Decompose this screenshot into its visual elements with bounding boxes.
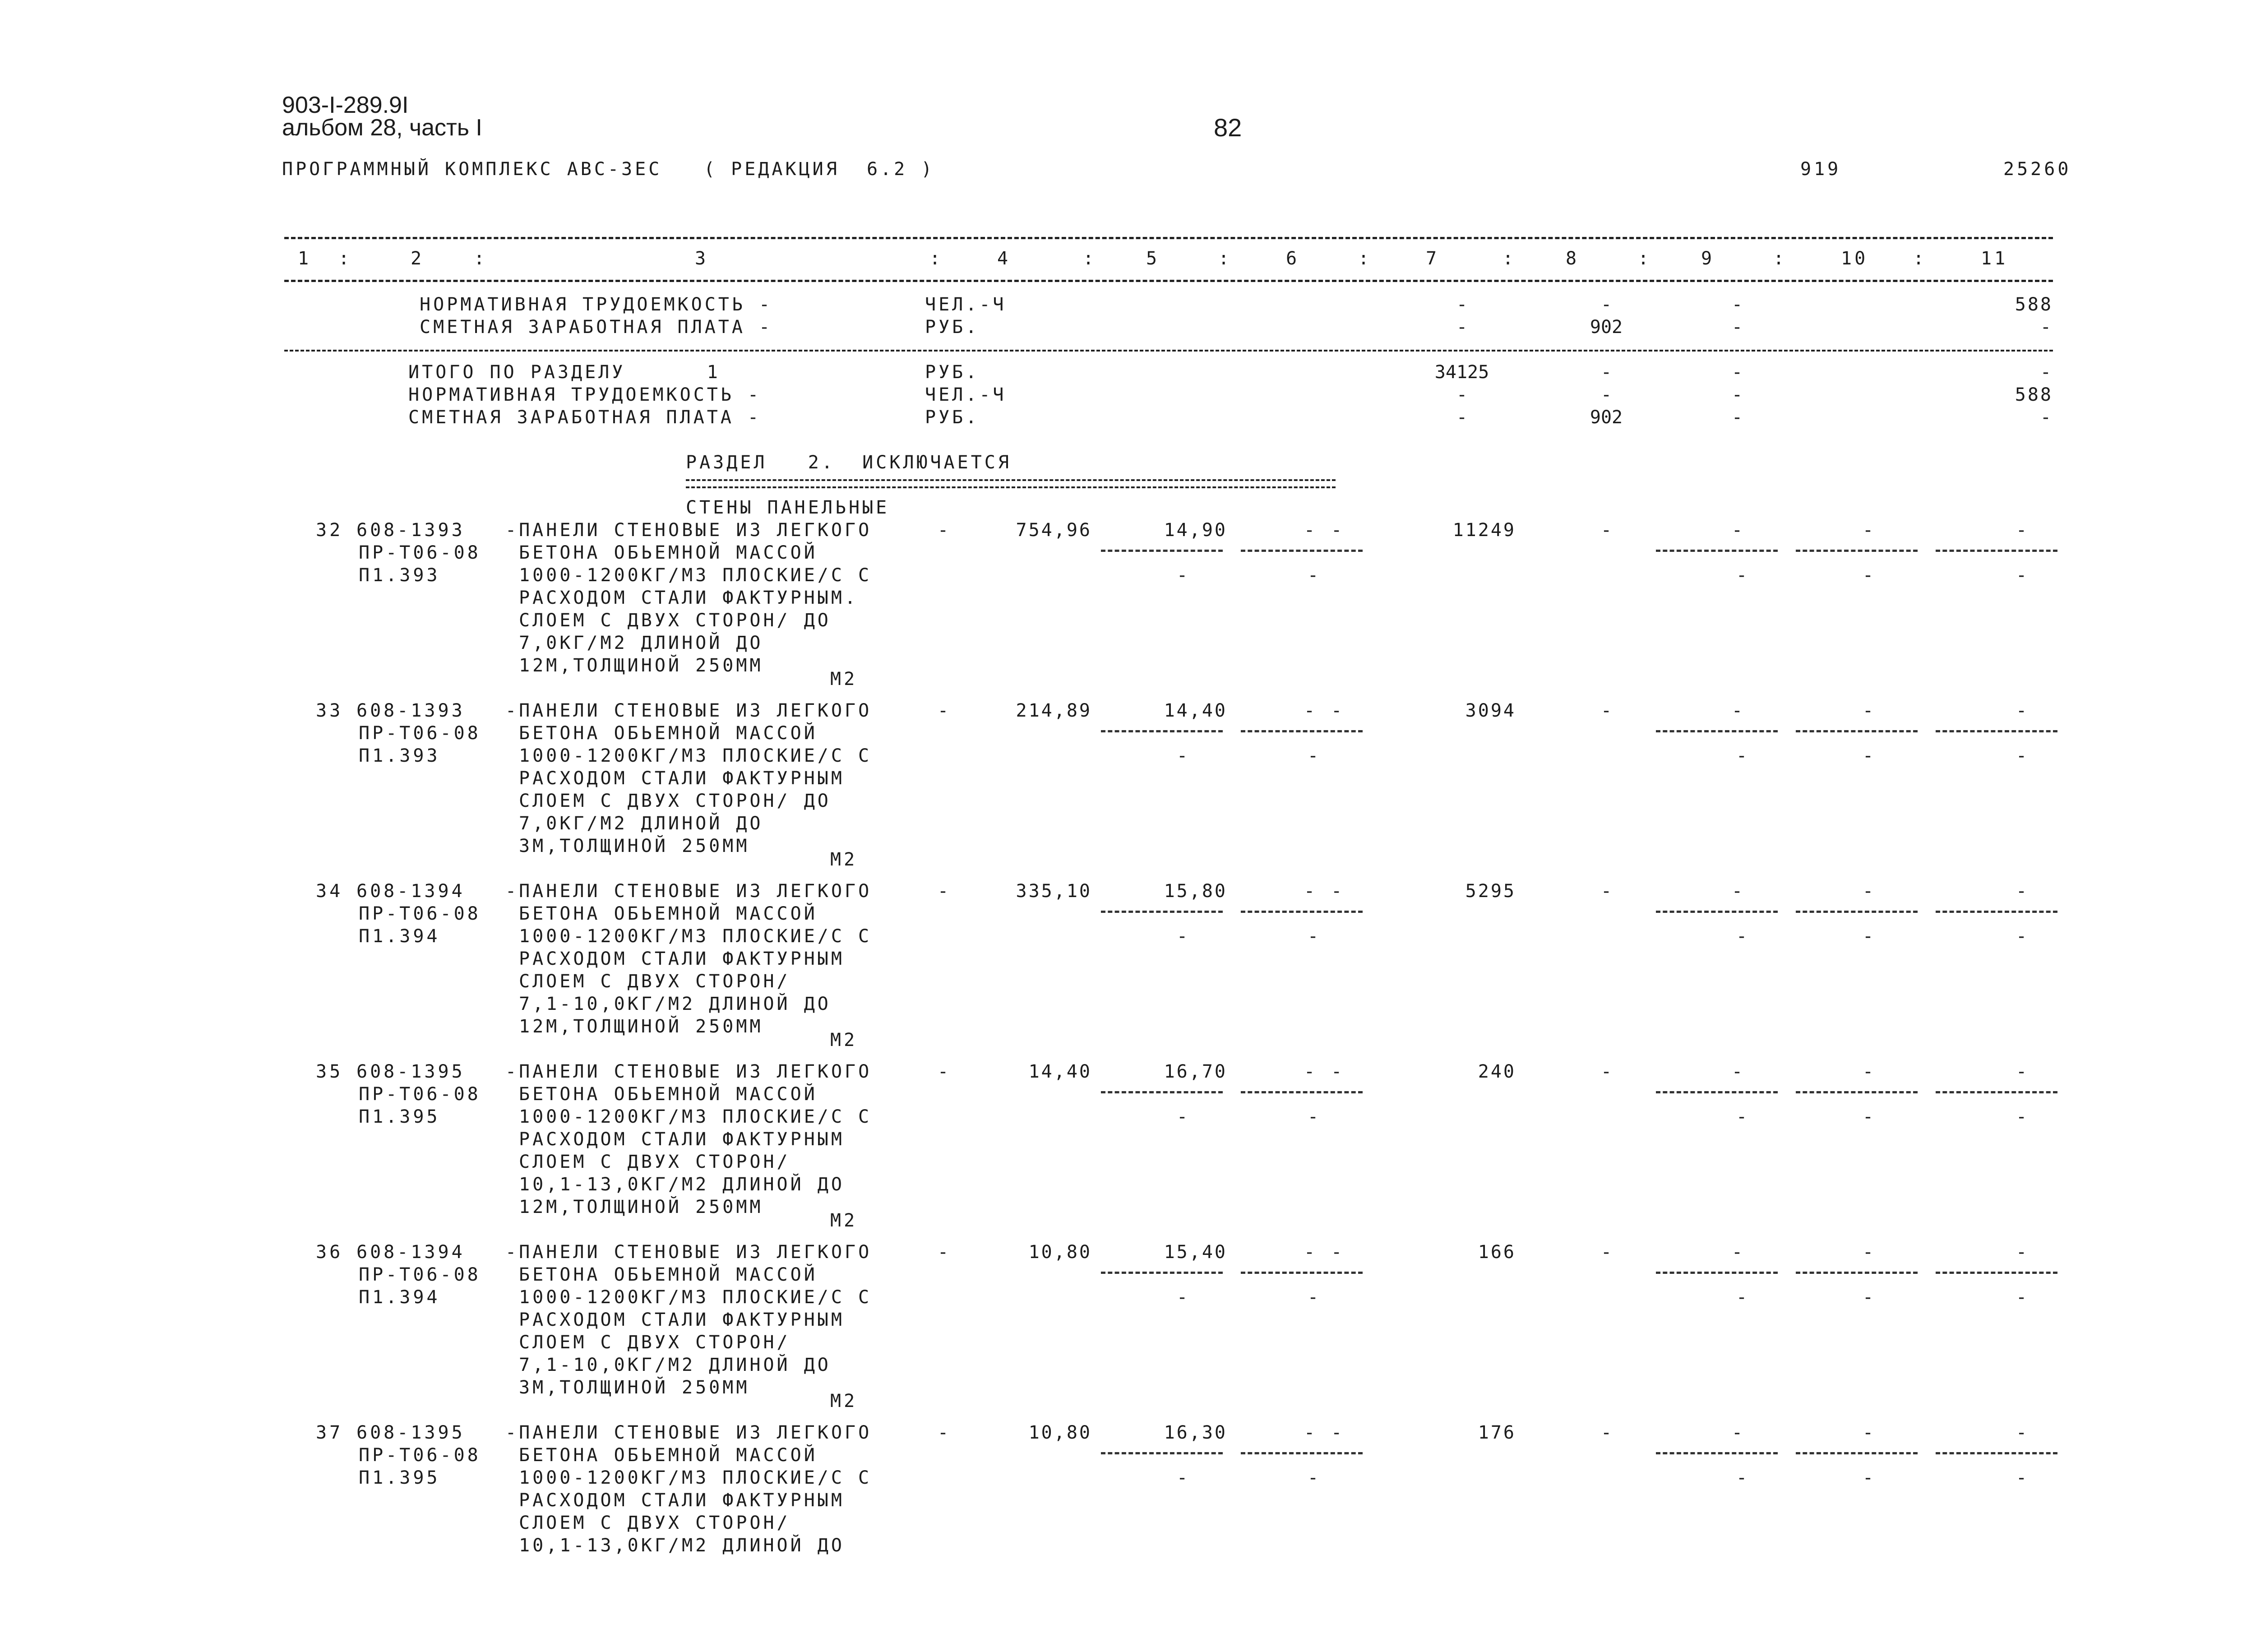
item-sub-dash: - <box>2016 565 2027 586</box>
album-info: альбом 28, часть I <box>282 115 482 141</box>
item-sub-dash: - <box>1736 745 1747 766</box>
col-sep: : <box>1358 248 1372 269</box>
col-4: 4 <box>997 248 1011 269</box>
col-7: 7 <box>1426 248 1440 269</box>
item-ref2: П1.394 <box>359 1287 440 1308</box>
summary-c8: - <box>1600 294 1612 315</box>
item-sub-dash: - <box>1736 926 1747 947</box>
col-9: 9 <box>1701 248 1715 269</box>
summary-unit: ЧЕЛ.-Ч <box>925 294 1007 315</box>
item-c8: - <box>1600 1061 1612 1082</box>
item-description-line: 10,1-13,0КГ/М2 ДЛИНОЙ ДО <box>519 1535 845 1556</box>
program-title: ПРОГРАММНЫЙ КОМПЛЕКС АВС-3ЕС <box>282 159 662 180</box>
item-c11: - <box>2016 520 2027 541</box>
total-c7: - <box>1456 384 1468 405</box>
item-sub-dash: - <box>1307 1287 1319 1308</box>
item-ref2: П1.395 <box>359 1106 440 1127</box>
item-description-line: 1000-1200КГ/М3 ПЛОСКИЕ/С С <box>519 745 872 766</box>
value-underline <box>1241 1272 1363 1274</box>
item-c11: - <box>2016 1422 2027 1443</box>
item-number: 36 <box>316 1242 343 1263</box>
total-c8: - <box>1600 362 1612 383</box>
item-ref1: ПР-Т06-08 <box>359 1445 481 1466</box>
col-10: 10 <box>1841 248 1868 269</box>
item-c9: - <box>1731 700 1743 721</box>
item-description-line: БЕТОНА ОБЬЕМНОЙ МАССОЙ <box>519 542 818 563</box>
item-sub-dash: - <box>1736 1106 1747 1127</box>
item-description-line: 1000-1200КГ/М3 ПЛОСКИЕ/С С <box>519 1287 872 1308</box>
value-underline <box>1101 1272 1223 1274</box>
item-total: 11249 <box>1452 520 1516 541</box>
item-description-line: БЕТОНА ОБЬЕМНОЙ МАССОЙ <box>519 1264 818 1285</box>
item-c9: - <box>1731 1242 1743 1263</box>
item-c6: - - <box>1304 520 1345 541</box>
item-total: 166 <box>1478 1242 1516 1263</box>
item-ref2: П1.393 <box>359 745 440 766</box>
value-underline <box>1101 1452 1223 1454</box>
value-underline <box>1796 730 1918 732</box>
total-c8: 902 <box>1590 407 1623 428</box>
item-c8: - <box>1600 1422 1612 1443</box>
total-c11: - <box>2040 407 2053 428</box>
total-unit: ЧЕЛ.-Ч <box>925 384 1007 405</box>
value-underline <box>1656 1091 1778 1093</box>
item-sub-dash: - <box>1862 926 1874 947</box>
item-sub-dash: - <box>1862 1467 1874 1488</box>
item-description-line: РАСХОДОМ СТАЛИ ФАКТУРНЫМ <box>519 1490 845 1511</box>
item-qty: 10,80 <box>1028 1422 1092 1443</box>
value-underline <box>1101 1091 1223 1093</box>
item-sub-dash: - <box>1176 1287 1188 1308</box>
item-description-line: БЕТОНА ОБЬЕМНОЙ МАССОЙ <box>519 903 818 924</box>
total-label: НОРМАТИВНАЯ ТРУДОЕМКОСТЬ - <box>408 384 762 405</box>
item-ref2: П1.393 <box>359 565 440 586</box>
item-description-line: СЛОЕМ С ДВУХ СТОРОН/ <box>519 1513 791 1533</box>
value-underline <box>1936 1452 2057 1454</box>
value-underline <box>1241 1091 1363 1093</box>
total-unit: РУБ. <box>925 407 980 428</box>
summary-c11: - <box>2040 317 2053 338</box>
total-c9: - <box>1731 407 1743 428</box>
item-qty: 214,89 <box>1016 700 1092 721</box>
value-underline <box>1936 1272 2057 1274</box>
item-description-line: 7,0КГ/М2 ДЛИНОЙ ДО <box>519 813 763 834</box>
item-code: 608-1395 <box>356 1061 465 1082</box>
item-c11: - <box>2016 1242 2027 1263</box>
item-description-line: -ПАНЕЛИ СТЕНОВЫЕ ИЗ ЛЕГКОГО <box>505 1422 872 1443</box>
value-underline <box>1656 730 1778 732</box>
item-description-line: -ПАНЕЛИ СТЕНОВЫЕ ИЗ ЛЕГКОГО <box>505 1242 872 1263</box>
col-sep: : <box>929 248 943 269</box>
item-c10: - <box>1862 1061 1874 1082</box>
item-price: 15,40 <box>1164 1242 1227 1263</box>
item-description-line: СЛОЕМ С ДВУХ СТОРОН/ <box>519 1332 791 1353</box>
col-sep: : <box>1502 248 1516 269</box>
col-sep: : <box>474 248 488 269</box>
table-header-rule <box>284 280 2053 282</box>
item-ref1: ПР-Т06-08 <box>359 723 481 744</box>
item-qty: 10,80 <box>1028 1242 1092 1263</box>
item-sub-dash: - <box>1862 565 1874 586</box>
item-c6: - - <box>1304 1422 1345 1443</box>
item-description-line: 1000-1200КГ/М3 ПЛОСКИЕ/С С <box>519 1106 872 1127</box>
item-c8: - <box>1600 520 1612 541</box>
item-total: 5295 <box>1465 881 1516 902</box>
item-ref1: ПР-Т06-08 <box>359 542 481 563</box>
item-sub-dash: - <box>1176 1467 1188 1488</box>
item-c6: - - <box>1304 700 1345 721</box>
item-total: 240 <box>1478 1061 1516 1082</box>
item-description-line: БЕТОНА ОБЬЕМНОЙ МАССОЙ <box>519 1445 818 1466</box>
item-description-line: 7,0КГ/М2 ДЛИНОЙ ДО <box>519 633 763 653</box>
item-description-line: РАСХОДОМ СТАЛИ ФАКТУРНЫМ <box>519 949 845 969</box>
item-sub-dash: - <box>1736 1287 1747 1308</box>
item-c4: - <box>937 700 949 721</box>
item-c4: - <box>937 1422 949 1443</box>
summary-c8: 902 <box>1590 317 1623 338</box>
item-code: 608-1393 <box>356 520 465 541</box>
item-sub-dash: - <box>2016 745 2027 766</box>
total-c11: - <box>2040 362 2053 383</box>
col-6: 6 <box>1286 248 1300 269</box>
item-number: 37 <box>316 1422 343 1443</box>
column-header-row <box>284 247 2053 270</box>
item-number: 35 <box>316 1061 343 1082</box>
item-price: 16,70 <box>1164 1061 1227 1082</box>
value-underline <box>1936 1091 2057 1093</box>
value-underline <box>1936 730 2057 732</box>
sheet-number-b: 25260 <box>2003 159 2071 180</box>
item-c10: - <box>1862 520 1874 541</box>
item-sub-dash: - <box>1176 926 1188 947</box>
item-c8: - <box>1600 881 1612 902</box>
item-description-line: РАСХОДОМ СТАЛИ ФАКТУРНЫМ <box>519 768 845 789</box>
item-c6: - - <box>1304 1242 1345 1263</box>
item-code: 608-1394 <box>356 881 465 902</box>
item-c4: - <box>937 520 949 541</box>
col-sep: : <box>338 248 352 269</box>
page-number: 82 <box>1214 113 1242 142</box>
col-sep: : <box>1773 248 1787 269</box>
item-description-line: -ПАНЕЛИ СТЕНОВЫЕ ИЗ ЛЕГКОГО <box>505 700 872 721</box>
value-underline <box>1656 1452 1778 1454</box>
summary-c11: 588 <box>2015 294 2053 315</box>
item-c11: - <box>2016 700 2027 721</box>
section-title-underline <box>686 479 1336 488</box>
value-underline <box>1241 730 1363 732</box>
item-unit: М2 <box>830 669 858 689</box>
item-description-line: БЕТОНА ОБЬЕМНОЙ МАССОЙ <box>519 1084 818 1105</box>
item-number: 33 <box>316 700 343 721</box>
sheet-number-a: 919 <box>1800 159 1841 180</box>
item-price: 14,40 <box>1164 700 1227 721</box>
item-c8: - <box>1600 700 1612 721</box>
summary-label: СМЕТНАЯ ЗАРАБОТНАЯ ПЛАТА - <box>420 317 773 338</box>
total-c7: - <box>1456 407 1468 428</box>
col-sep: : <box>1638 248 1652 269</box>
item-sub-dash: - <box>1736 1467 1747 1488</box>
item-unit: М2 <box>830 1391 858 1411</box>
item-ref2: П1.394 <box>359 926 440 947</box>
item-c4: - <box>937 1061 949 1082</box>
col-sep: : <box>1913 248 1927 269</box>
value-underline <box>1101 911 1223 913</box>
total-unit: РУБ. <box>925 362 980 383</box>
summary-rule <box>284 350 2053 352</box>
doc-code: 903-I-289.9I <box>282 92 409 118</box>
item-c8: - <box>1600 1242 1612 1263</box>
section-title: РАЗДЕЛ 2. ИСКЛЮЧАЕТСЯ <box>686 452 1012 473</box>
item-c6: - - <box>1304 1061 1345 1082</box>
item-c9: - <box>1731 1061 1743 1082</box>
item-sub-dash: - <box>1736 565 1747 586</box>
value-underline <box>1656 911 1778 913</box>
col-sep: : <box>1218 248 1232 269</box>
item-sub-dash: - <box>1176 745 1188 766</box>
value-underline <box>1656 1272 1778 1274</box>
total-c9: - <box>1731 384 1743 405</box>
item-price: 15,80 <box>1164 881 1227 902</box>
summary-c9: - <box>1731 294 1743 315</box>
item-c6: - - <box>1304 881 1345 902</box>
item-sub-dash: - <box>1307 926 1319 947</box>
item-sub-dash: - <box>1307 565 1319 586</box>
value-underline <box>1936 911 2057 913</box>
item-sub-dash: - <box>2016 1467 2027 1488</box>
total-label: СМЕТНАЯ ЗАРАБОТНАЯ ПЛАТА - <box>408 407 762 428</box>
item-description-line: СЛОЕМ С ДВУХ СТОРОН/ <box>519 1152 791 1172</box>
col-11: 11 <box>1981 248 2008 269</box>
item-qty: 335,10 <box>1016 881 1092 902</box>
total-c7: 34125 <box>1434 362 1489 383</box>
value-underline <box>1796 911 1918 913</box>
item-c10: - <box>1862 1422 1874 1443</box>
item-sub-dash: - <box>1176 1106 1188 1127</box>
col-5: 5 <box>1146 248 1160 269</box>
item-unit: М2 <box>830 1210 858 1231</box>
item-sub-dash: - <box>2016 1287 2027 1308</box>
col-8: 8 <box>1566 248 1580 269</box>
total-c9: - <box>1731 362 1743 383</box>
item-ref1: ПР-Т06-08 <box>359 1264 481 1285</box>
item-c9: - <box>1731 520 1743 541</box>
item-description-line: СЛОЕМ С ДВУХ СТОРОН/ ДО <box>519 791 831 811</box>
total-label: ИТОГО ПО РАЗДЕЛУ 1 <box>408 362 721 383</box>
col-2: 2 <box>411 248 425 269</box>
item-unit: М2 <box>830 849 858 870</box>
item-description-line: 12М,ТОЛЩИНОЙ 250ММ <box>519 1016 763 1037</box>
group-title: СТЕНЫ ПАНЕЛЬНЫЕ <box>686 497 890 518</box>
col-3: 3 <box>695 248 709 269</box>
value-underline <box>1101 550 1223 552</box>
item-description-line: 1000-1200КГ/М3 ПЛОСКИЕ/С С <box>519 1467 872 1488</box>
value-underline <box>1796 1091 1918 1093</box>
item-c4: - <box>937 881 949 902</box>
item-description-line: 10,1-13,0КГ/М2 ДЛИНОЙ ДО <box>519 1174 845 1195</box>
value-underline <box>1101 730 1223 732</box>
item-description-line: РАСХОДОМ СТАЛИ ФАКТУРНЫМ <box>519 1310 845 1330</box>
item-sub-dash: - <box>1862 1287 1874 1308</box>
item-description-line: -ПАНЕЛИ СТЕНОВЫЕ ИЗ ЛЕГКОГО <box>505 1061 872 1082</box>
item-code: 608-1395 <box>356 1422 465 1443</box>
value-underline <box>1796 550 1918 552</box>
item-sub-dash: - <box>2016 926 2027 947</box>
item-description-line: БЕТОНА ОБЬЕМНОЙ МАССОЙ <box>519 723 818 744</box>
value-underline <box>1241 550 1363 552</box>
item-description-line: СЛОЕМ С ДВУХ СТОРОН/ ДО <box>519 610 831 631</box>
item-sub-dash: - <box>1862 745 1874 766</box>
item-ref1: ПР-Т06-08 <box>359 1084 481 1105</box>
item-description-line: -ПАНЕЛИ СТЕНОВЫЕ ИЗ ЛЕГКОГО <box>505 520 872 541</box>
item-sub-dash: - <box>2016 1106 2027 1127</box>
item-c10: - <box>1862 881 1874 902</box>
value-underline <box>1241 1452 1363 1454</box>
item-description-line: РАСХОДОМ СТАЛИ ФАКТУРНЫМ <box>519 1129 845 1150</box>
item-c11: - <box>2016 881 2027 902</box>
item-sub-dash: - <box>1176 565 1188 586</box>
summary-c7: - <box>1456 317 1468 338</box>
summary-c9: - <box>1731 317 1743 338</box>
item-sub-dash: - <box>1307 745 1319 766</box>
value-underline <box>1796 1452 1918 1454</box>
summary-c7: - <box>1456 294 1468 315</box>
item-c10: - <box>1862 1242 1874 1263</box>
item-c11: - <box>2016 1061 2027 1082</box>
item-c9: - <box>1731 1422 1743 1443</box>
total-c8: - <box>1600 384 1612 405</box>
total-c11: 588 <box>2015 384 2053 405</box>
item-total: 176 <box>1478 1422 1516 1443</box>
item-sub-dash: - <box>1862 1106 1874 1127</box>
col-sep: : <box>1083 248 1097 269</box>
item-code: 608-1393 <box>356 700 465 721</box>
item-c9: - <box>1731 881 1743 902</box>
value-underline <box>1656 550 1778 552</box>
item-code: 608-1394 <box>356 1242 465 1263</box>
item-qty: 14,40 <box>1028 1061 1092 1082</box>
item-description-line: СЛОЕМ С ДВУХ СТОРОН/ <box>519 971 791 992</box>
item-qty: 754,96 <box>1016 520 1092 541</box>
item-ref2: П1.395 <box>359 1467 440 1488</box>
item-sub-dash: - <box>1307 1106 1319 1127</box>
item-description-line: 1000-1200КГ/М3 ПЛОСКИЕ/С С <box>519 565 872 586</box>
item-description-line: 3М,ТОЛЩИНОЙ 250ММ <box>519 1377 750 1398</box>
item-description-line: 12М,ТОЛЩИНОЙ 250ММ <box>519 1197 763 1217</box>
value-underline <box>1796 1272 1918 1274</box>
col-1: 1 <box>298 248 312 269</box>
item-number: 34 <box>316 881 343 902</box>
item-description-line: 12М,ТОЛЩИНОЙ 250ММ <box>519 655 763 676</box>
summary-unit: РУБ. <box>925 317 980 338</box>
item-description-line: 7,1-10,0КГ/М2 ДЛИНОЙ ДО <box>519 1355 831 1375</box>
item-c10: - <box>1862 700 1874 721</box>
item-number: 32 <box>316 520 343 541</box>
summary-label: НОРМАТИВНАЯ ТРУДОЕМКОСТЬ - <box>420 294 773 315</box>
item-price: 14,90 <box>1164 520 1227 541</box>
value-underline <box>1936 550 2057 552</box>
item-c4: - <box>937 1242 949 1263</box>
program-edition: ( РЕДАКЦИЯ 6.2 ) <box>704 159 935 180</box>
item-total: 3094 <box>1465 700 1516 721</box>
item-price: 16,30 <box>1164 1422 1227 1443</box>
item-description-line: 7,1-10,0КГ/М2 ДЛИНОЙ ДО <box>519 994 831 1014</box>
item-description-line: 3М,ТОЛЩИНОЙ 250ММ <box>519 836 750 856</box>
value-underline <box>1241 911 1363 913</box>
item-description-line: -ПАНЕЛИ СТЕНОВЫЕ ИЗ ЛЕГКОГО <box>505 881 872 902</box>
item-description-line: 1000-1200КГ/М3 ПЛОСКИЕ/С С <box>519 926 872 947</box>
table-top-rule <box>284 237 2053 239</box>
item-unit: М2 <box>830 1030 858 1050</box>
item-description-line: РАСХОДОМ СТАЛИ ФАКТУРНЫМ. <box>519 588 859 608</box>
item-ref1: ПР-Т06-08 <box>359 903 481 924</box>
item-sub-dash: - <box>1307 1467 1319 1488</box>
